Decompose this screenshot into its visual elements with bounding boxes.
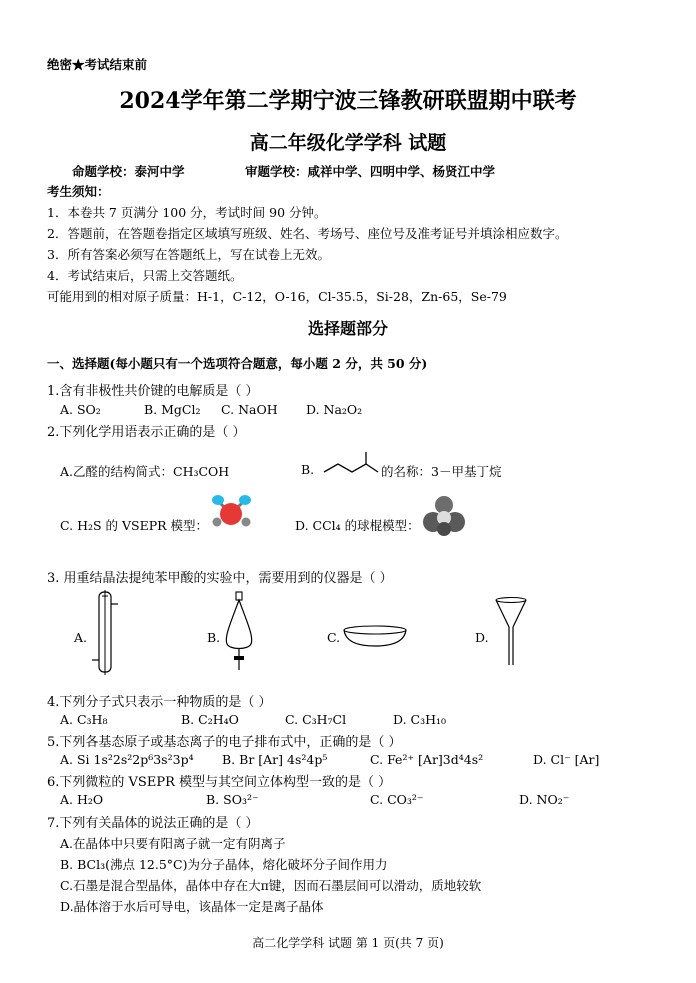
q2-option-a: A.乙醛的结构简式：CH₃COH — [60, 464, 230, 479]
notice-item: 4．考试结束后，只需上交答题纸。 — [47, 268, 243, 283]
isopentane-skeletal-figure — [322, 452, 380, 476]
q6-option-c: C. CO₃²⁻ — [370, 792, 424, 807]
q1-option-c: C. NaOH — [221, 402, 278, 417]
evaporating-dish-figure — [342, 624, 408, 648]
q4-option-b: B. C₂H₄O — [181, 712, 239, 727]
condenser-tube-figure — [90, 590, 120, 675]
q7-option-c: C.石墨是混合型晶体，晶体中存在大π键，因而石墨层间可以滑动，质地较软 — [60, 878, 482, 893]
notice-item: 2．答题前，在答题卷指定区域填写班级、姓名、考场号、座位号及准考证号并填涂相应数字。 — [47, 226, 568, 241]
q3-option-d: D. — [475, 630, 489, 645]
exam-subtitle: 高二年级化学学科 试题 — [249, 132, 447, 154]
author-school: 命题学校：泰河中学 — [72, 164, 185, 179]
h2s-vsepr-model-figure — [205, 492, 257, 532]
part-heading: 一、选择题(每小题只有一个选项符合题意，每小题 2 分，共 50 分) — [47, 356, 428, 371]
q1-option-b: B. MgCl₂ — [144, 402, 201, 417]
q4-option-d: D. C₃H₁₀ — [393, 712, 447, 727]
q2-stem: 2.下列化学用语表示正确的是（ ） — [47, 425, 246, 440]
funnel-figure — [494, 597, 528, 667]
q4-option-a: A. C₃H₈ — [60, 712, 108, 727]
q5-option-d: D. Cl⁻ [Ar] — [533, 752, 600, 767]
q2-option-c: C. H₂S 的 VSEPR 模型： — [60, 518, 208, 533]
q3-stem: 3. 用重结晶法提纯苯甲酸的实验中，需要用到的仪器是（ ） — [47, 571, 393, 586]
review-schools: 审题学校：咸祥中学、四明中学、杨贤江中学 — [245, 164, 496, 179]
q5-option-b: B. Br [Ar] 4s²4p⁵ — [222, 752, 328, 767]
exam-title: 2024学年第二学期宁波三锋教研联盟期中联考 — [119, 88, 577, 114]
notice-heading: 考生须知： — [47, 184, 110, 199]
q5-option-a: A. Si 1s²2s²2p⁶3s²3p⁴ — [60, 752, 194, 767]
q3-option-b: B. — [207, 630, 221, 645]
q1-option-a: A. SO₂ — [60, 402, 101, 417]
q6-option-a: A. H₂O — [60, 792, 104, 807]
q7-option-d: D.晶体溶于水后可导电，该晶体一定是离子晶体 — [60, 899, 324, 914]
page-footer: 高二化学学科 试题 第 1 页(共 7 页) — [252, 936, 444, 950]
q7-option-a: A.在晶体中只要有阳离子就一定有阴离子 — [60, 836, 286, 851]
q4-stem: 4.下列分子式只表示一种物质的是（ ） — [47, 695, 272, 710]
q6-option-b: B. SO₃²⁻ — [206, 792, 259, 807]
q5-stem: 5.下列各基态原子或基态离子的电子排布式中，正确的是（ ） — [47, 735, 402, 750]
q4-option-c: C. C₃H₇Cl — [285, 712, 347, 727]
q2-option-b-text: 的名称：3－甲基丁烷 — [381, 464, 502, 479]
q1-option-d: D. Na₂O₂ — [306, 402, 363, 417]
notice-item: 3．所有答案必须写在答题纸上，写在试卷上无效。 — [47, 247, 330, 262]
q3-option-c: C. — [327, 630, 341, 645]
q7-stem: 7.下列有关晶体的说法正确的是（ ） — [47, 816, 259, 831]
atomic-mass-line: 可能用到的相对原子质量：H-1，C-12，O-16，Cl-35.5，Si-28，Zn-65，Se-79 — [47, 289, 507, 304]
q2-option-b-label: B. — [301, 462, 315, 477]
q6-stem: 6.下列微粒的 VSEPR 模型与其空间立体构型一致的是（ ） — [47, 775, 392, 790]
ccl4-ball-stick-model-figure — [422, 496, 466, 536]
q5-option-c: C. Fe²⁺ [Ar]3d⁴4s² — [370, 752, 484, 767]
q1-stem: 1.含有非极性共价键的电解质是（ ） — [47, 384, 259, 399]
section-title: 选择题部分 — [307, 319, 388, 338]
notice-item: 1．本卷共 7 页满分 100 分，考试时间 90 分钟。 — [47, 205, 327, 220]
separatory-funnel-figure — [221, 592, 257, 672]
q6-option-d: D. NO₂⁻ — [519, 792, 570, 807]
q7-option-b: B. BCl₃(沸点 12.5°C)为分子晶体，熔化破坏分子间作用力 — [60, 857, 388, 872]
secret-label: 绝密★考试结束前 — [47, 57, 148, 72]
q2-option-d: D. CCl₄ 的球棍模型： — [295, 518, 420, 533]
q3-option-a: A. — [74, 630, 88, 645]
